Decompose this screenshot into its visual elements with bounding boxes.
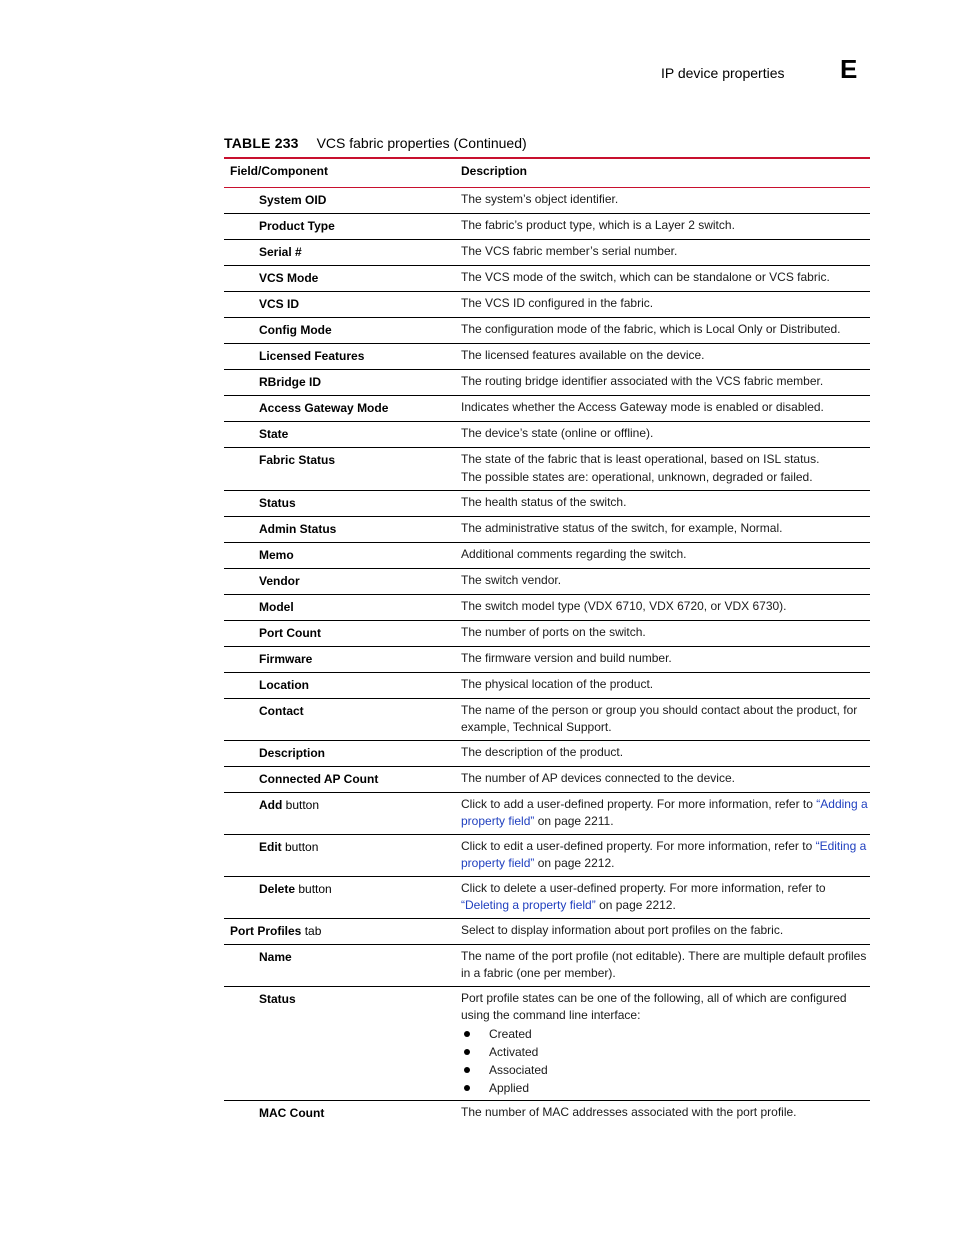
page-header <box>0 0 954 100</box>
table-row <box>224 491 870 517</box>
field-description: The administrative status of the switch, for example, Normal. <box>461 521 783 535</box>
field-name: MAC Count <box>259 1106 325 1120</box>
field-name: Location <box>259 678 309 692</box>
field-name: Memo <box>259 548 294 562</box>
table-header-row <box>224 159 870 188</box>
field-description: The number of ports on the switch. <box>461 625 646 639</box>
field-name: Status <box>259 992 296 1006</box>
field-description <box>461 793 870 834</box>
field-name: Connected AP Count <box>259 772 379 786</box>
field-suffix: button <box>281 840 319 854</box>
field-description: The number of MAC addresses associated with the port profile. <box>461 1105 797 1119</box>
table-row <box>224 595 870 621</box>
list-item <box>461 1043 870 1061</box>
table-row <box>224 647 870 673</box>
table-row <box>224 793 870 835</box>
table-row <box>224 292 870 318</box>
table-row <box>224 344 870 370</box>
editing-property-field-link[interactable]: “Editing a property field” <box>461 839 867 870</box>
field-description: The health status of the switch. <box>461 495 627 509</box>
field-name: Firmware <box>259 652 313 666</box>
field-description: The configuration mode of the fabric, which is Local Only or Distributed. <box>461 322 841 336</box>
page-reference: on page 2211. <box>534 814 614 828</box>
table-row <box>224 318 870 344</box>
list-item-label: Applied <box>489 1081 530 1095</box>
properties-table <box>224 157 870 1127</box>
field-name: VCS ID <box>259 297 300 311</box>
column-header-description: Description <box>461 164 528 178</box>
field-name: Model <box>259 600 294 614</box>
field-name: Port Profiles <box>230 924 302 938</box>
field-suffix: tab <box>301 924 322 938</box>
field-name: State <box>259 427 289 441</box>
field-name: Delete <box>259 882 296 896</box>
field-name: Product Type <box>259 219 335 233</box>
description-text: Click to edit a user-defined property. For more information, refer to <box>461 839 816 853</box>
list-item <box>461 1061 870 1079</box>
field-description: The description of the product. <box>461 745 624 759</box>
field-description: The VCS mode of the switch, which can be standalone or VCS fabric. <box>461 270 830 284</box>
table-row <box>224 188 870 214</box>
field-description: The number of AP devices connected to the device. <box>461 771 735 785</box>
table-row <box>224 1101 870 1127</box>
state-list <box>461 1025 870 1097</box>
table-row <box>224 569 870 595</box>
description-paragraph: The possible states are: operational, unknown, degraded or failed. <box>461 470 813 484</box>
field-name: RBridge ID <box>259 375 322 389</box>
table-row <box>224 370 870 396</box>
field-description: The fabric’s product type, which is a Layer 2 switch. <box>461 218 735 232</box>
field-name: Add <box>259 798 283 812</box>
description-paragraph: Port profile states can be one of the following, all of which are configured using the command line interface: <box>461 991 847 1022</box>
field-name: Vendor <box>259 574 300 588</box>
page-reference: on page 2212. <box>595 898 676 912</box>
field-name: Edit <box>259 840 282 854</box>
field-suffix: button <box>295 882 332 896</box>
field-name: Access Gateway Mode <box>259 401 389 415</box>
page-reference: on page 2212. <box>534 856 615 870</box>
adding-property-field-link[interactable]: “Adding a property field” <box>461 797 868 828</box>
field-description <box>461 448 870 490</box>
bullet-icon <box>464 1049 470 1055</box>
bullet-icon <box>464 1031 470 1037</box>
table-row <box>224 945 870 987</box>
field-description: Select to display information about port profiles on the fabric. <box>461 923 784 937</box>
field-description <box>461 835 870 876</box>
field-name: Config Mode <box>259 323 332 337</box>
field-description <box>461 877 870 918</box>
field-name: Fabric Status <box>259 453 336 467</box>
field-name: Licensed Features <box>259 349 365 363</box>
table-row <box>224 767 870 793</box>
table-row <box>224 987 870 1101</box>
field-suffix: button <box>282 798 320 812</box>
field-name: System OID <box>259 193 327 207</box>
table-caption <box>224 135 527 151</box>
table-row <box>224 266 870 292</box>
appendix-letter: E <box>840 54 858 84</box>
table-row <box>224 621 870 647</box>
field-name: VCS Mode <box>259 271 319 285</box>
field-description: Indicates whether the Access Gateway mode is enabled or disabled. <box>461 400 824 414</box>
field-description: Additional comments regarding the switch. <box>461 547 687 561</box>
table-row <box>224 240 870 266</box>
field-description: The system’s object identifier. <box>461 192 619 206</box>
field-description: The switch vendor. <box>461 573 562 587</box>
field-description: The device’s state (online or offline). <box>461 426 654 440</box>
table-row <box>224 919 870 945</box>
table-row <box>224 448 870 491</box>
table-row <box>224 835 870 877</box>
table-row <box>224 214 870 240</box>
field-description: The name of the person or group you should contact about the product, for example, Technical Support. <box>461 703 858 734</box>
field-description: The name of the port profile (not editable). There are multiple default profiles in a fabric (one per member). <box>461 949 867 980</box>
list-item-label: Activated <box>489 1045 539 1059</box>
field-name: Contact <box>259 704 304 718</box>
field-description <box>461 987 870 1100</box>
field-description: The VCS fabric member’s serial number. <box>461 244 678 258</box>
field-description: The routing bridge identifier associated with the VCS fabric member. <box>461 374 824 388</box>
table-row <box>224 543 870 569</box>
field-description: The switch model type (VDX 6710, VDX 6720, or VDX 6730). <box>461 599 787 613</box>
field-description: The physical location of the product. <box>461 677 654 691</box>
table-row <box>224 396 870 422</box>
table-row <box>224 877 870 919</box>
table-row <box>224 741 870 767</box>
table-row <box>224 422 870 448</box>
column-header-field: Field/Component <box>230 164 328 178</box>
table-row <box>224 517 870 543</box>
running-title: IP device properties <box>661 65 785 81</box>
list-item <box>461 1079 870 1097</box>
field-name: Admin Status <box>259 522 337 536</box>
field-description: The licensed features available on the device. <box>461 348 705 362</box>
table-row <box>224 673 870 699</box>
list-item-label: Associated <box>489 1063 548 1077</box>
list-item <box>461 1025 870 1043</box>
table-title: VCS fabric properties (Continued) <box>316 135 527 151</box>
deleting-property-field-link[interactable]: “Deleting a property field” <box>461 898 596 912</box>
description-paragraph: The state of the fabric that is least operational, based on ISL status. <box>461 452 820 466</box>
field-description: The firmware version and build number. <box>461 651 672 665</box>
bullet-icon <box>464 1085 470 1091</box>
field-name: Serial # <box>259 245 302 259</box>
description-text: Click to delete a user-defined property. For more information, refer to <box>461 881 826 895</box>
table-row <box>224 699 870 741</box>
table-number: TABLE 233 <box>224 135 299 151</box>
field-name: Name <box>259 950 292 964</box>
list-item-label: Created <box>489 1027 532 1041</box>
bullet-icon <box>464 1067 470 1073</box>
field-description: The VCS ID configured in the fabric. <box>461 296 654 310</box>
field-name: Description <box>259 746 326 760</box>
field-name: Port Count <box>259 626 321 640</box>
description-text: Click to add a user-defined property. For more information, refer to <box>461 797 817 811</box>
field-name: Status <box>259 496 296 510</box>
